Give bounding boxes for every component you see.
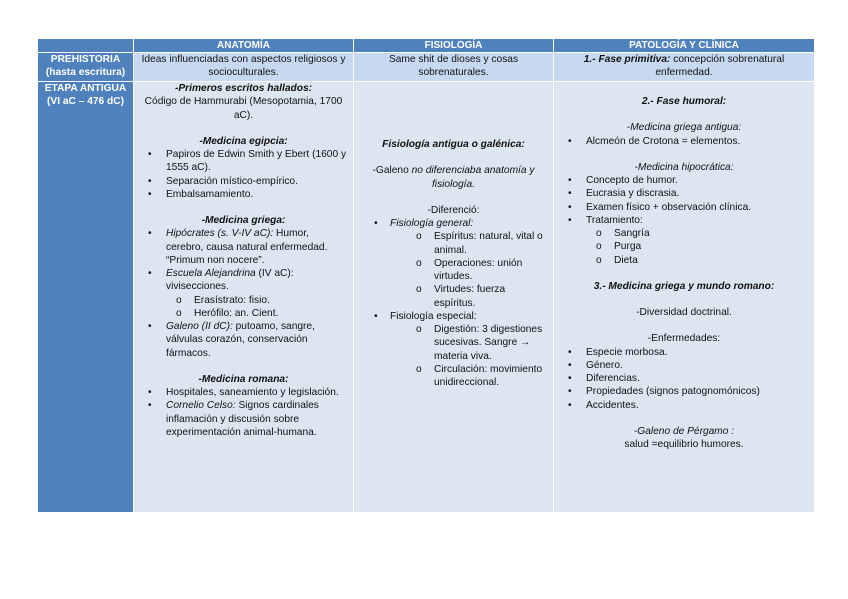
etapa-label (38, 82, 134, 513)
list-item: • Eucrasia y discrasia. (558, 187, 810, 200)
galeno-name: Galeno (II dC): (166, 321, 233, 332)
list-item: • Especie morbosa. (558, 346, 810, 359)
header-blank (38, 39, 134, 53)
prehistoria-fisiologia: Same shit de dioses y cosas sobrenaturales. (354, 53, 554, 82)
list-item: • Tratamiento: (558, 214, 810, 227)
prehistoria-row (38, 53, 815, 82)
general-label: • Fisiología general: (358, 217, 549, 230)
prehistoria-anatomia: Ideas influenciadas con aspectos religiosos y socioculturales. (134, 53, 354, 82)
enfermedades-title: -Enfermedades: (647, 333, 721, 345)
galeno-pergamo-title: -Galeno de Pérgamo : (633, 425, 735, 437)
sub-item: o Operaciones: unión virtudes. (358, 257, 549, 284)
sub-item: o Dieta (558, 254, 810, 267)
galeno-text: putoamo, sangre, válvulas corazón, conservación fármacos. (166, 321, 315, 359)
sub-item: o Digestión: 3 digestiones sucesivas. Sangre → materia viva. (358, 323, 549, 363)
list-item: • Concepto de humor. (558, 174, 810, 187)
hipocratica-title: -Medicina hipocrática: (634, 161, 734, 173)
sub-item: o Espíritus: natural, vital o animal. (358, 230, 549, 257)
primeros-title: -Primeros escritos hallados: (174, 83, 312, 94)
escuela-name: Escuela Alejandrina (166, 268, 256, 279)
header-fisiologia: FISIOLOGÍA (354, 39, 554, 53)
griega-antigua-title: -Medicina griega antigua: (626, 122, 742, 134)
diversidad-text: -Diversidad doctrinal. (636, 307, 732, 318)
etapa-anatomia (134, 82, 354, 513)
prehistoria-label-2: (hasta escritura) (45, 67, 126, 79)
primeros-text: Código de Hammurabi (Mesopotamia, 1700 aC). (144, 96, 343, 121)
sub-item: o Virtudes: fuerza espíritus. (358, 283, 549, 310)
fisio-title: Fisiología antigua o galénica: (382, 139, 525, 150)
list-item (138, 227, 349, 267)
etapa-label-2: (VI aC – 476 dC) (47, 96, 124, 108)
sub-item: o Circulación: movimiento unidireccional. (358, 363, 549, 390)
fase-humoral-title: 2.- Fase humoral: (641, 96, 727, 107)
galeno-pergamo-text: salud =equilibrio humores. (624, 439, 744, 450)
sub-item: o Purga (558, 240, 810, 253)
etapa-row (38, 82, 815, 513)
header-patologia: PATOLOGÍA Y CLÍNICA (554, 39, 815, 53)
hipocrates-text: Humor, cerebro, causa natural enfermedad. “Primum non nocere”. (166, 228, 328, 266)
list-item: • Propiedades (signos patognomónicos) (558, 385, 810, 398)
fase3-title: 3.- Medicina griega y mundo romano: (593, 280, 775, 292)
prehistoria-patologia (554, 53, 815, 82)
romana-title: -Medicina romana: (198, 373, 289, 385)
list-item: • Accidentes. (558, 399, 810, 412)
prehistoria-label-1: PREHISTORIA (50, 54, 121, 65)
list-item (138, 399, 349, 439)
history-table (37, 38, 815, 513)
list-item: • Género. (558, 359, 810, 372)
celso-text: Signos cardinales inflamación y discusión sobre experimentación animal-humana. (166, 400, 319, 438)
etapa-label-1: ETAPA ANTIGUA (44, 83, 127, 94)
etapa-patologia (554, 82, 815, 513)
sub-item: o Erasístrato: fisio. (138, 294, 349, 307)
especial-label: • Fisiología especial: (358, 310, 549, 323)
diferencio-label: -Diferenció: (427, 204, 480, 216)
list-item: • Hospitales, saneamiento y legislación. (138, 386, 349, 399)
sub-item: o Sangría (558, 227, 810, 240)
griega-title: -Medicina griega: (201, 215, 286, 226)
list-item: • Diferencias. (558, 372, 810, 385)
header-row (38, 39, 815, 53)
list-item: • Alcmeón de Crotona = elementos. (558, 135, 810, 148)
galeno-note (358, 164, 549, 191)
prehistoria-label (38, 53, 134, 82)
header-anatomia: ANATOMÍA (134, 39, 354, 53)
list-item: • Embalsamamiento. (138, 188, 349, 201)
list-item: • Papiros de Edwin Smith y Ebert (1600 y 1555 aC). (138, 148, 349, 175)
fase-primitiva-text: concepción sobrenatural enfermedad. (655, 54, 785, 79)
sub-item: o Herófilo: an. Cient. (138, 307, 349, 320)
list-item: • Separación místico-empírico. (138, 175, 349, 188)
escuela-text: (IV aC): vivisecciones. (166, 268, 294, 293)
egipcia-title: -Medicina egipcia: (199, 135, 288, 147)
hipocrates-name: Hipócrates (s. V-IV aC): (166, 228, 274, 240)
list-item (138, 267, 349, 294)
list-item (138, 320, 349, 360)
galeno-note-b: no diferenciaba anatomía y fisiología. (411, 165, 535, 190)
celso-name: Cornelio Celso: (166, 400, 236, 412)
list-item: • Examen físico + observación clínica. (558, 201, 810, 214)
fase-primitiva-title: 1.- Fase primitiva: (583, 54, 671, 65)
galeno-note-a: -Galeno (372, 165, 412, 177)
etapa-fisiologia (354, 82, 554, 513)
